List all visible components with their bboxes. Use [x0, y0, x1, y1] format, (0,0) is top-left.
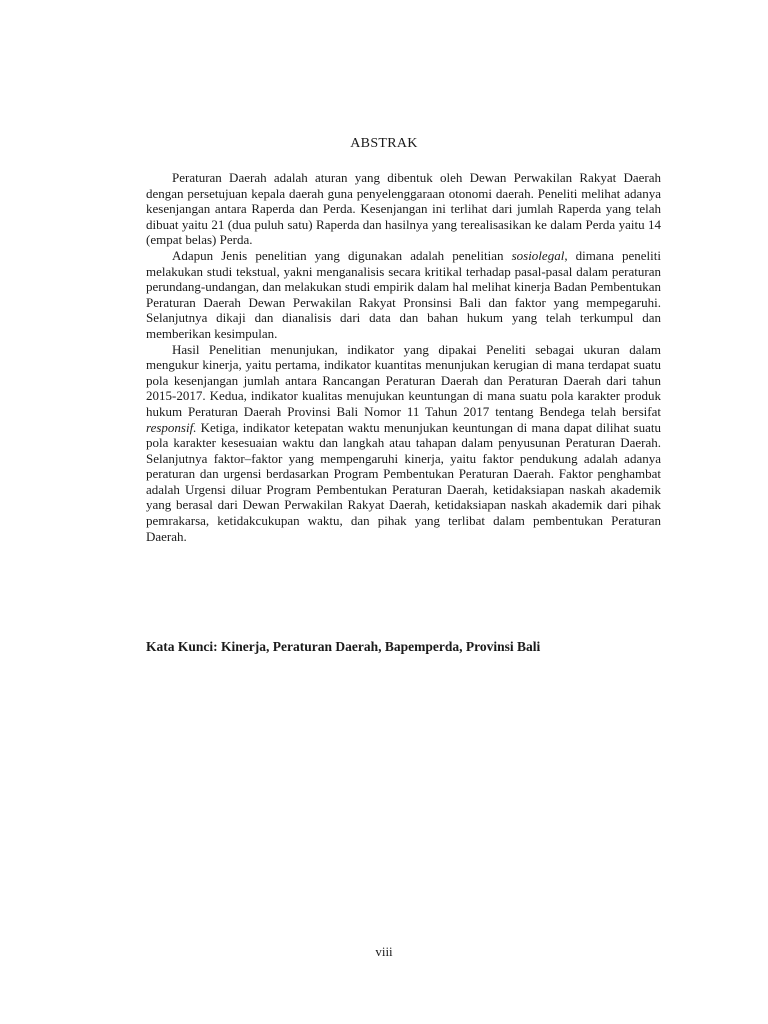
paragraph-3-text-a: Hasil Penelitian menunjukan, indikator yang dipakai Peneliti sebagai ukuran dalam mengukur kinerja, yaitu pertama, indikator kuantitas menunjukan kerugian di mana terdapat suatu pola kesenjangan jumlah antara Rancangan Peraturan Daerah dan Peraturan Daerah dari tahun 2015-2017. Kedua, indikator kualitas menujukan keuntungan di mana suatu pola karakter produk hukum Peraturan Daerah Provinsi Bali Nomor 11 Tahun 2017 tentang Bendega telah bersifat [146, 341, 661, 419]
abstract-body [146, 170, 661, 544]
paragraph-2-text-b: , dimana peneliti melakukan studi tekstual, yakni menganalisis secara kritikal terhadap pasal-pasal dalam peraturan perundang-undangan, dan melakukan studi empirik dalam hal melihat kinerja Badan Pembentukan Peraturan Daerah Dewan Perwakilan Rakyat Pronsinsi Bali dan faktor yang mempegaruhi. Selanjutnya dikaji dan dianalisis dari data dan bahan hukum yang telah terkumpul dan memberikan kesimpulan. [146, 247, 661, 341]
paragraph-1-text: Peraturan Daerah adalah aturan yang dibentuk oleh Dewan Perwakilan Rakyat Daerah dengan persetujuan kepala daerah guna penyelenggaraan otonomi daerah. Peneliti melihat adanya kesenjangan antara Raperda dan Perda. Kesenjangan ini terlihat dari jumlah Raperda yang telah dibuat yaitu 21 (dua puluh satu) Raperda dan hasilnya yang terealisasikan ke dalam Perda yaitu 14 (empat belas) Perda. [146, 170, 661, 248]
paragraph-2-term-sosiolegal: sosiolegal [511, 247, 565, 263]
paragraph-3 [146, 342, 661, 545]
paragraph-2-text-a: Adapun Jenis penelitian yang digunakan adalah penelitian [172, 247, 512, 263]
paragraph-3-text-b: Ketiga, indikator ketepatan waktu menunjukan keuntungan di mana dapat dilihat suatu pola karakter kesesuaian waktu dan langkah atau tahapan dalam penyusunan Peraturan Daerah. Selanjutnya faktor–faktor yang mempengaruhi kinerja, yaitu faktor pendukung adalah adanya peraturan dan urgensi berdasarkan Program Pembentukan Peraturan Daerah. Faktor penghambat adalah Urgensi diluar Program Pembentukan Peraturan Daerah, ketidaksiapan naskah akademik yang berasal dari Dewan Perwakilan Rakyat Daerah, ketidaksiapan naskah akademik dari pihak pemrakarsa, ketidakcukupan waktu, dan pihak yang terlibat dalam pembentukan Peraturan Daerah. [146, 419, 661, 544]
abstract-title: ABSTRAK [350, 136, 418, 151]
keywords-line: Kata Kunci: Kinerja, Peraturan Daerah, Bapemperda, Provinsi Bali [146, 639, 541, 654]
page-number: viii [375, 944, 393, 959]
paragraph-2 [146, 248, 661, 342]
paragraph-1 [146, 170, 661, 248]
paragraph-3-term-responsif: responsif. [146, 419, 197, 435]
